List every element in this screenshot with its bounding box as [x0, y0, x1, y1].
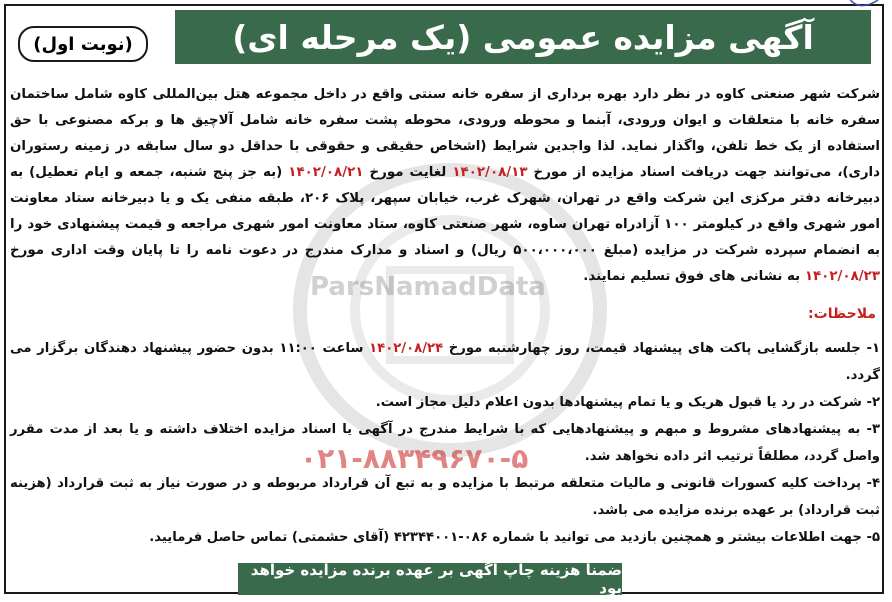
watermark-phone: ۰۲۱-۸۸۳۴۹۶۷۰-۵ [300, 442, 529, 475]
announcement-body [10, 82, 880, 290]
note-1-post: ساعت ۱۱:۰۰ بدون حضور پیشنهاد دهندگان برگزار می گردد. [10, 341, 880, 383]
body-mid1: لغایت مورخ [363, 165, 453, 180]
date-deadline: ۱۴۰۲/۰۸/۲۳ [804, 269, 880, 284]
footer-text: ضمنا هزینه چاپ آگهی بر عهده برنده مزایده خواهد بود [250, 561, 622, 597]
note-item-4: ۴- پرداخت کلیه کسورات قانونی و مالیات متعلقه مرتبط با مزایده و به تبع آن قرارداد مربوطه و در صورت نیاز به ثبت قرارداد (هزینه ثبت قرارداد) بر عهده برنده مزایده می باشد. [10, 476, 880, 518]
opening-date: ۱۴۰۲/۰۸/۲۴ [369, 341, 444, 356]
date-from: ۱۴۰۲/۰۸/۱۳ [452, 165, 528, 180]
body-tail: به نشانی های فوق تسلیم نمایند. [583, 269, 805, 284]
round-label: (نوبت اول) [33, 33, 133, 55]
footer-banner [238, 563, 622, 595]
body-mid2: (به جز پنج شنبه، جمعه و ایام تعطیل) به دبیرخانه دفتر مرکزی این شرکت واقع در تهران، شهرک غرب، خیابان سپهر، پلاک ۲۰۶، طبقه منفی یک و یا دبیرخانه ستاد معاونت امور شهری واقع در کیلومتر ۱۰۰ آزادراه تهران ساوه، شهر صنعتی کاوه، ستاد معاونت امور شهری مراجعه و قیمت پیشنهادی خود را به انضمام سپرده شرکت در مزایده (مبلغ ۵۰۰،۰۰۰،۰۰۰ ریال) و اسناد و مدارک مندرج در دعوت نامه را تا پایان وقت اداری مورخ [10, 165, 881, 258]
ad-title-text: آگهی مزایده عمومی (یک مرحله ای) [232, 17, 814, 57]
note-item-5: ۵- جهت اطلاعات بیشتر و همچنین بازدید می توانید با شماره ۰۸۶-۴۲۳۴۴۰۰۱ (آقای حشمتی) تماس حاصل فرمایید. [149, 530, 880, 545]
body-intro: در نظر دارد بهره برداری از سفره خانه سنتی واقع در داخل مجموعه هتل بین‌المللی کاوه شامل ساختمان سفره خانه با متعلقات و ایوان ورودی، آبنما و محوطه ورودی، محوطه پشت سفره خانه شامل آلاچیق ها و برکه مصنوعی با حق استفاده از یک خط تلفن، واگذار نماید. لذا واجدین شرایط (اشخاص حقیقی و حقوقی با حداقل دو سال سابقه در زمینه رستوران داری)، می‌توانند جهت دریافت اسناد مزایده از مورخ [10, 87, 880, 180]
note-item-2: ۲- شرکت در رد یا قبول هریک و یا تمام پیشنهادها بدون اعلام دلیل مجاز است. [375, 395, 880, 410]
round-badge [18, 26, 148, 62]
note-item-3: ۳- به پیشنهادهای مشروط و مبهم و پیشنهادهایی که با شرایط مندرج در آگهی یا اسناد مزایده اختلاف داشته و یا بعد از مدت مقرر واصل گردد، مطلقاً ترتیب اثر داده نخواهد شد. [10, 422, 880, 464]
company-name: شرکت شهر صنعتی کاوه [715, 87, 881, 102]
note-item-1 [10, 335, 880, 389]
ad-title [175, 10, 871, 64]
notes-heading: ملاحظات: [808, 306, 876, 322]
date-to: ۱۴۰۲/۰۸/۲۱ [288, 165, 364, 180]
note-1-pre: ۱- جلسه بازگشایی پاکت های پیشنهاد قیمت، روز چهارشنبه مورخ [443, 341, 880, 356]
watermark-site: ParsNamadData [310, 272, 546, 302]
